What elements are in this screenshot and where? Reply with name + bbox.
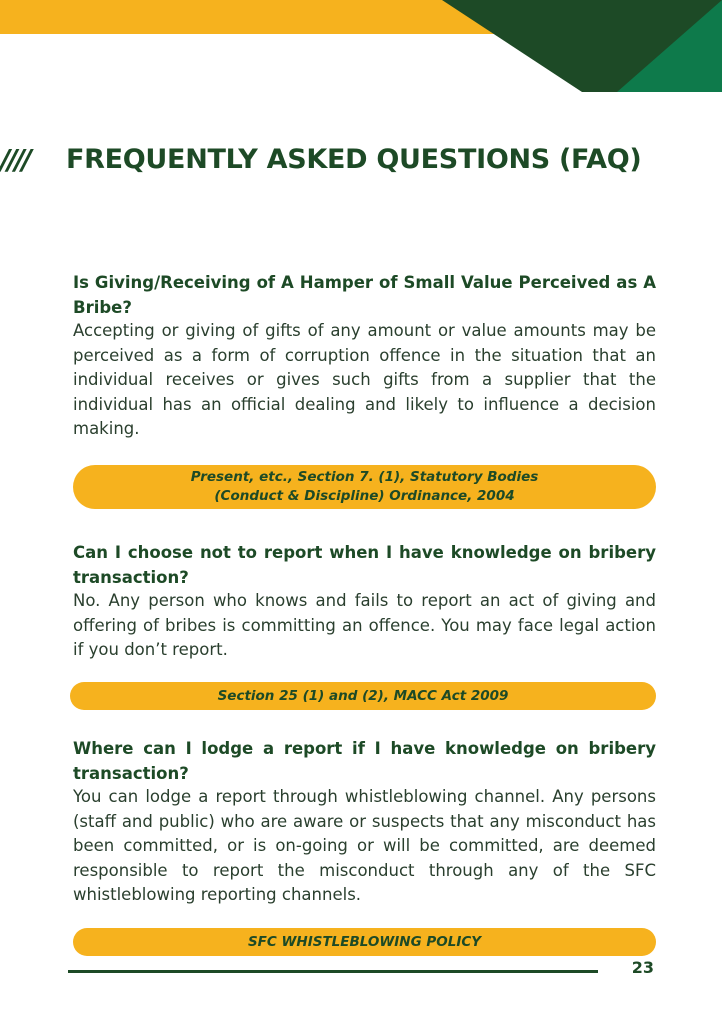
- corner-decoration: [422, 0, 722, 92]
- footer-divider: [68, 970, 598, 973]
- faq-2-reference-text: Section 25 (1) and (2), MACC Act 2009: [217, 687, 509, 704]
- page-title: FREQUENTLY ASKED QUESTIONS (FAQ): [66, 144, 642, 175]
- faq-2-question: Can I choose not to report when I have knowledge on bribery transaction?: [73, 543, 656, 587]
- faq-3-reference-text: SFC WHISTLEBLOWING POLICY: [247, 933, 482, 950]
- faq-2-answer: No. Any person who knows and fails to report an act of giving and offering of bribes is committing an offence. You may face legal action if you don’t report.: [73, 591, 656, 659]
- page-heading: [0, 138, 722, 182]
- page-number: 23: [631, 958, 654, 977]
- faq-3-question: Where can I lodge a report if I have knowledge on bribery transaction?: [73, 739, 656, 783]
- faq-1-answer: Accepting or giving of gifts of any amount or value amounts may be perceived as a form of corruption offence in the situation that an individual receives or gives such gifts from a supplier that the individual has an official dealing and likely to influence a decision making.: [73, 321, 656, 438]
- faq-1-reference-line2: (Conduct & Discipline) Ordinance, 2004: [214, 488, 515, 504]
- heading-slashes-decoration: ////: [0, 143, 29, 176]
- faq-1-reference-badge: [73, 465, 656, 509]
- faq-3-answer: You can lodge a report through whistleblowing channel. Any persons (staff and public) who are aware or suspects that any misconduct has been committed, or is on-going or will be committed, are deemed responsible to report the misconduct through any of the SFC whistleblowing reporting channels.: [73, 787, 656, 904]
- faq-1-question: Is Giving/Receiving of A Hamper of Small Value Perceived as A Bribe?: [73, 273, 656, 317]
- faq-1-reference-text: [191, 468, 539, 506]
- faq-2-reference-badge: [70, 682, 656, 710]
- faq-3-reference-badge: [73, 928, 656, 956]
- faq-1-reference-line1: Present, etc., Section 7. (1), Statutory Bodies: [190, 469, 539, 485]
